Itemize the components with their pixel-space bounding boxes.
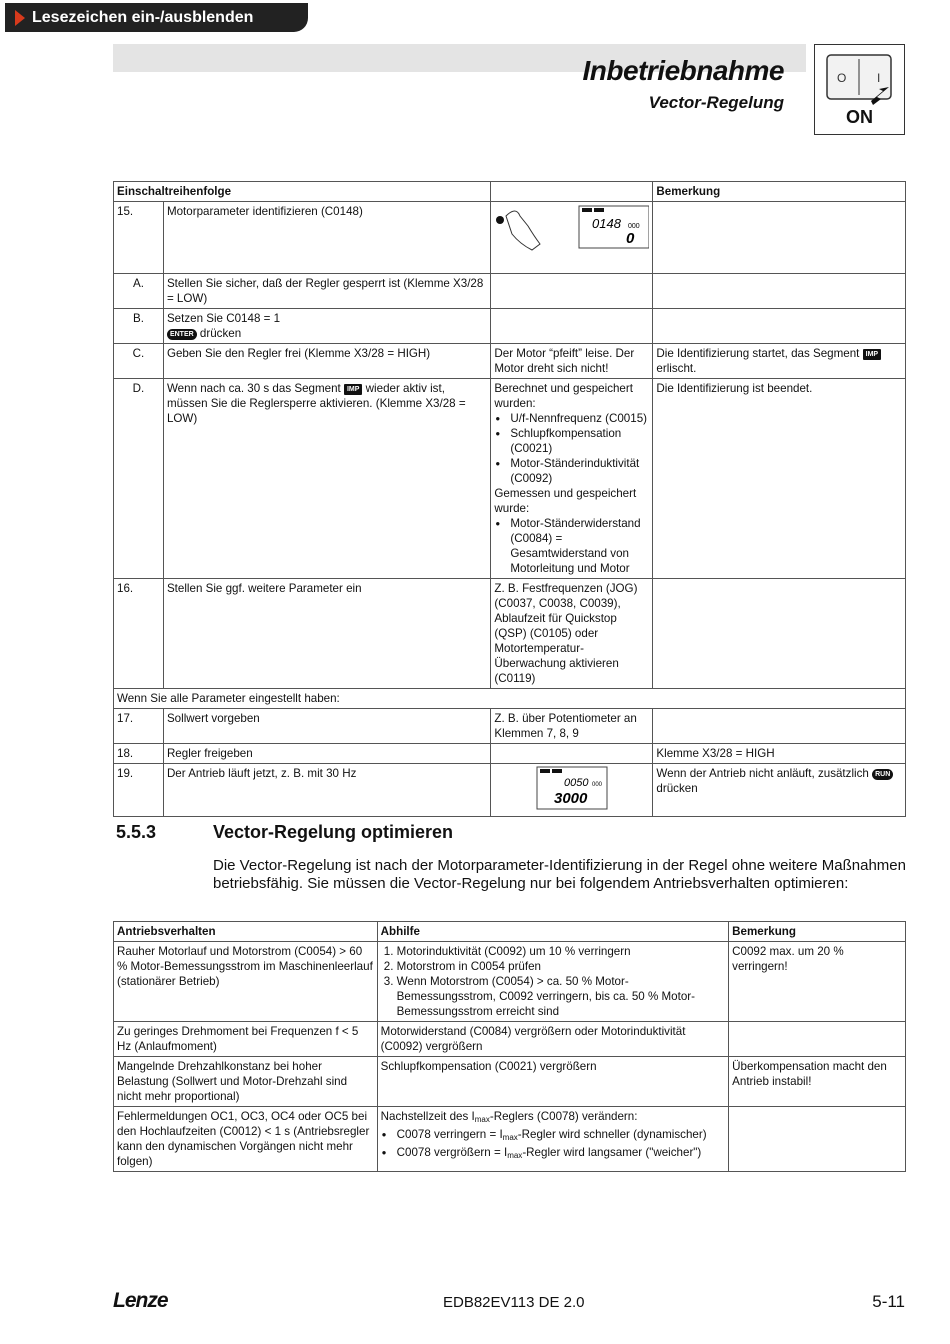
step-text: Stellen Sie ggf. weitere Parameter ein: [163, 579, 490, 689]
page-number: 5-11: [872, 1292, 905, 1311]
table-row: [114, 689, 906, 709]
display-illustration: [491, 764, 653, 817]
on-label: ON: [846, 107, 873, 127]
step-letter: D.: [114, 379, 164, 579]
svg-text:0148: 0148: [592, 216, 622, 231]
table-row: [114, 202, 906, 274]
behavior-cell: Rauher Motorlauf und Motorstrom (C0054) > 60 % Motor-Bemessungsstrom im Maschinenleerlauf (stationärer Betrieb): [114, 942, 378, 1022]
imp-segment-badge: IMP: [863, 349, 881, 360]
table-header-row: [114, 922, 906, 942]
enter-key-icon: ENTER: [167, 329, 197, 340]
svg-text:3000: 3000: [553, 790, 588, 807]
section-number: 5.5.3: [116, 822, 157, 842]
column-header: Einschaltreihenfolge: [114, 182, 491, 202]
span-note: Wenn Sie alle Parameter eingestellt haben:: [114, 689, 906, 709]
table-header-row: [114, 182, 906, 202]
list-item: ● Schlupfkompensation (C0021): [510, 426, 649, 456]
step-text: Stellen Sie sicher, daß der Regler gesperrt ist (Klemme X3/28 = LOW): [163, 274, 490, 309]
lenze-logo: Lenze: [113, 1289, 168, 1312]
remark-text: erlischt.: [656, 362, 697, 375]
bookmark-toggle-button[interactable]: [5, 3, 308, 32]
step-letter: A.: [114, 274, 164, 309]
step-number: 16.: [114, 579, 164, 689]
optimization-table: [113, 921, 906, 1172]
step-description: Z. B. über Potentiometer an Klemmen 7, 8, 9: [491, 709, 653, 744]
run-key-icon: RUN: [872, 769, 893, 780]
table-row: [114, 274, 906, 309]
list-item: ● Motor-Ständerwiderstand (C0084) = Gesamtwiderstand von Motorleitung und Motor: [510, 516, 649, 576]
step-text: Motorparameter identifizieren (C0148): [163, 202, 490, 274]
behavior-cell: Zu geringes Drehmoment bei Frequenzen f < 5 Hz (Anlaufmoment): [114, 1022, 378, 1057]
remark-cell: Überkompensation macht den Antrieb instabil!: [729, 1057, 906, 1107]
list-item: ● C0078 vergrößern = $I_{max}$-Regler wird langsamer ("weicher"): [397, 1145, 726, 1163]
remark-text: Die Identifizierung ist beendet.: [653, 379, 906, 579]
table-row: [114, 1107, 906, 1172]
step-text: Sollwert vorgeben: [163, 709, 490, 744]
list-item: ● U/f-Nennfrequenz (C0015): [510, 411, 649, 426]
table-row: [114, 1057, 906, 1107]
table-row: [114, 709, 906, 744]
remark-cell: [729, 1107, 906, 1172]
column-header: Bemerkung: [729, 922, 906, 942]
remark-text: Wenn der Antrieb nicht anläuft, zusätzlich: [656, 767, 869, 780]
table-row: [114, 379, 906, 579]
step-description: Gemessen und gespeichert wurde:: [494, 487, 637, 515]
table-row: [114, 942, 906, 1022]
keypad-illustration: [491, 202, 653, 274]
svg-text:0050: 0050: [563, 777, 589, 789]
list-item: 1. Motorinduktivität (C0092) um 10 % verringern: [397, 944, 726, 959]
remark-text: Die Identifizierung startet, das Segment: [656, 347, 860, 360]
column-header: Antriebsverhalten: [114, 922, 378, 942]
table-row: [114, 579, 906, 689]
step-number: 19.: [114, 764, 164, 817]
step-number: 18.: [114, 744, 164, 764]
bookmark-toggle-label: Lesezeichen ein-/ausblenden: [32, 9, 254, 26]
step-number: 15.: [114, 202, 164, 274]
svg-text:0: 0: [626, 230, 635, 247]
column-header: Abhilfe: [377, 922, 729, 942]
step-description: Der Motor “pfeift” leise. Der Motor dreht sich nicht!: [491, 344, 653, 379]
commissioning-table: [113, 181, 906, 817]
svg-text:000: 000: [591, 782, 602, 788]
table-row: [114, 344, 906, 379]
step-text: Wenn nach ca. 30 s das Segment: [166, 382, 341, 395]
step-text: Setzen Sie C0148 = 1: [166, 312, 281, 325]
table-row: [114, 764, 906, 817]
page-title: Inbetriebnahme: [582, 55, 784, 86]
step-text: Regler freigeben: [163, 744, 490, 764]
on-switch-box: [814, 44, 905, 135]
keypad-display-icon: [536, 766, 608, 810]
arrow-right-icon: [15, 10, 25, 26]
table-row: [114, 744, 906, 764]
step-number: 17.: [114, 709, 164, 744]
step-letter: C.: [114, 344, 164, 379]
behavior-cell: Fehlermeldungen OC1, OC3, OC4 oder OC5 bei den Hochlaufzeiten (C0012) < 1 s (Antriebsregler kann den dynamischen Vorgängen nicht mehr folgen): [114, 1107, 378, 1172]
column-header: Bemerkung: [653, 182, 906, 202]
list-item: 2. Motorstrom in C0054 prüfen: [397, 959, 726, 974]
table-row: [114, 1022, 906, 1057]
svg-text:O: O: [837, 71, 847, 85]
keypad-display-icon: [494, 204, 649, 254]
section-title: Vector-Regelung optimieren: [213, 822, 454, 842]
svg-text:I: I: [877, 71, 881, 85]
remark-text: Klemme X3/28 = HIGH: [653, 744, 906, 764]
behavior-cell: Mangelnde Drehzahlkonstanz bei hoher Belastung (Sollwert und Motor-Drehzahl sind nicht mehr proportional): [114, 1057, 378, 1107]
imp-segment-badge: IMP: [344, 384, 362, 395]
page-subtitle: Vector-Regelung: [648, 93, 784, 112]
step-description: Berechnet und gespeichert wurden:: [494, 382, 633, 410]
fix-cell: Nachstellzeit des $I_{max}$-Reglers (C0078) verändern:: [380, 1110, 638, 1124]
step-description: Z. B. Festfrequenzen (JOG) (C0037, C0038, C0039), Ablaufzeit für Quickstop (QSP) (C0105) oder Motortemperatur-Überwachung aktivieren (C0119): [491, 579, 653, 689]
fix-cell: Motorwiderstand (C0084) vergrößern oder Motorinduktivität (C0092) vergrößern: [377, 1022, 729, 1057]
document-id: EDB82EV113 DE 2.0: [443, 1294, 585, 1311]
remark-cell: C0092 max. um 20 % verringern!: [729, 942, 906, 1022]
step-letter: B.: [114, 309, 164, 344]
list-item: 3. Wenn Motorstrom (C0054) > ca. 50 % Motor-Bemessungsstrom, C0092 verringern, bis ca. 50 % Motor-Bemessungsstrom erreicht sind: [397, 974, 726, 1019]
section-intro: Die Vector-Regelung ist nach der Motorparameter-Identifizierung in der Regel ohne weitere Maßnahmen betriebsfähig. Sie müssen die Vector-Regelung nur bei folgendem Antriebsverhalten optimieren:: [213, 857, 906, 892]
step-text: wieder aktiv ist, müssen Sie die Reglersperre aktivieren. (Klemme X3/28 = LOW): [166, 382, 466, 425]
step-text: Geben Sie den Regler frei (Klemme X3/28 = HIGH): [163, 344, 490, 379]
remark-text: drücken: [656, 782, 698, 795]
power-switch-icon: [825, 53, 895, 105]
table-row: [114, 309, 906, 344]
step-text: Der Antrieb läuft jetzt, z. B. mit 30 Hz: [163, 764, 490, 817]
step-text: drücken: [199, 327, 242, 340]
list-item: ● Motor-Ständerinduktivität (C0092): [510, 456, 649, 486]
remark-cell: [729, 1022, 906, 1057]
svg-text:000: 000: [628, 223, 641, 230]
list-item: ● C0078 verringern = $I_{max}$-Regler wird schneller (dynamischer): [397, 1127, 726, 1145]
fix-cell: Schlupfkompensation (C0021) vergrößern: [377, 1057, 729, 1107]
